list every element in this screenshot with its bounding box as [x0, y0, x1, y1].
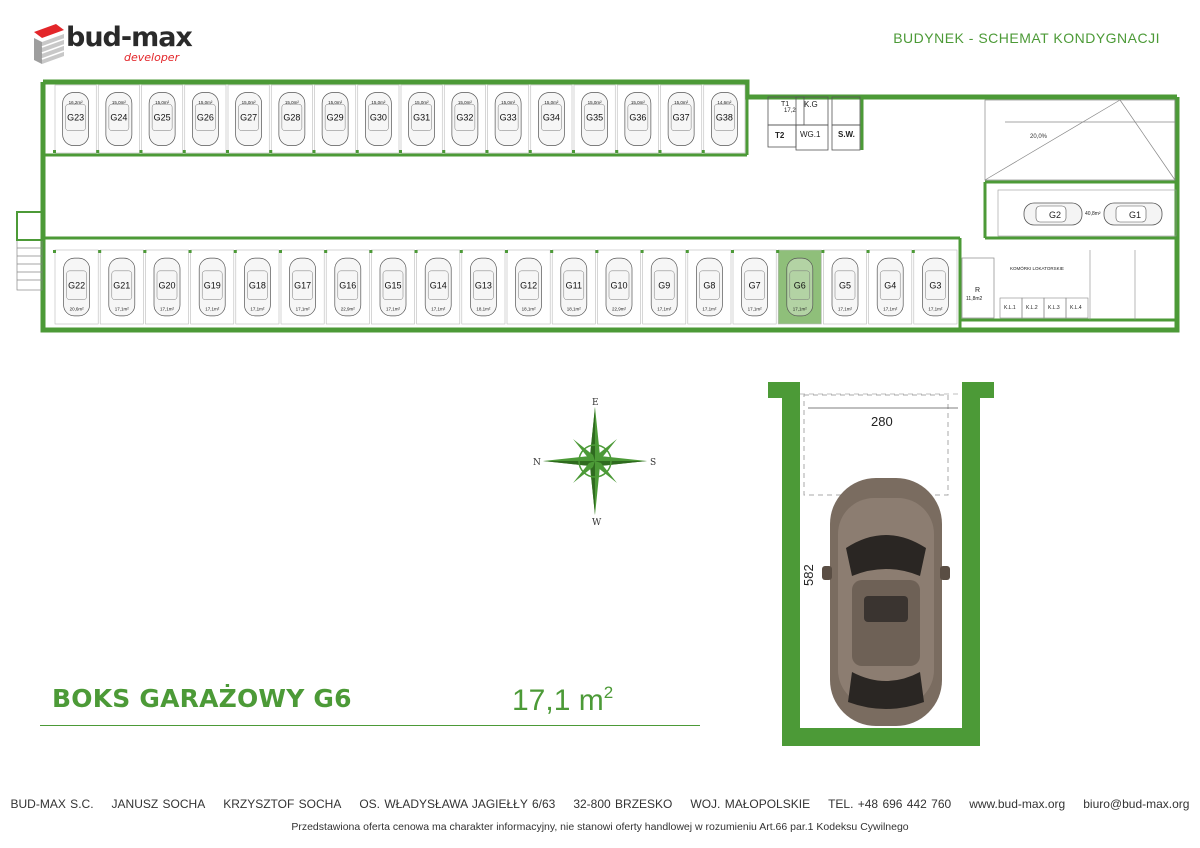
garage-label: G11 [565, 280, 582, 291]
pillar [234, 250, 237, 253]
garage-label: G33 [499, 112, 517, 123]
garage-area: 17,1m² [883, 306, 898, 312]
car-top-view-icon [822, 478, 950, 726]
garage-label: G15 [384, 280, 402, 291]
garage-label: G38 [715, 112, 733, 123]
pillar [140, 150, 143, 153]
garage-area: 17,1m² [702, 306, 717, 312]
garage-label: G34 [542, 112, 560, 123]
garage-box-g22[interactable] [53, 250, 98, 324]
double-garage [998, 190, 1176, 236]
room-kg-label: K.G [804, 100, 818, 109]
garage-box-g9[interactable] [641, 250, 686, 324]
pillar [641, 250, 644, 253]
compass-s: S [650, 458, 657, 468]
storage-k1-label: K.L.1 [1004, 305, 1016, 311]
room-r-area: 11,8m2 [966, 296, 983, 302]
pillar [731, 250, 734, 253]
pillar [529, 150, 532, 153]
garage-label: G25 [153, 112, 171, 123]
garage-area: 15,0m² [674, 100, 689, 106]
garage-label: G24 [110, 112, 128, 123]
garage-label: G8 [703, 280, 716, 291]
garage-title: BOKS GARAŻOWY G6 [52, 684, 352, 713]
garage-box-g5[interactable] [821, 250, 866, 324]
footer-disclaimer: Przedstawiona oferta cenowa ma charakter informacyjny, nie stanowi oferty handlowej w rozumieniu Art.66 par.1 Kodeksu Cywilnego [291, 821, 909, 833]
garage-box-g19[interactable] [189, 250, 234, 324]
garage-box-g8[interactable] [686, 250, 731, 324]
storage-k3-label: K.L.3 [1048, 305, 1060, 311]
garage-area: 15,0m² [501, 100, 516, 106]
garage-label: G26 [196, 112, 214, 123]
garage-label: G37 [672, 112, 690, 123]
garage-label: G16 [339, 280, 357, 291]
garage-label: G7 [748, 280, 761, 291]
garage-area: 17,1m² [747, 306, 762, 312]
garage-box-g3[interactable] [912, 250, 957, 324]
pillar [399, 150, 402, 153]
garage-g2-label: G2 [1049, 210, 1062, 220]
pillar [615, 150, 618, 153]
garage-label: G28 [283, 112, 301, 123]
garage-box-g7[interactable] [731, 250, 776, 324]
garage-box-g26[interactable] [183, 85, 226, 153]
garage-area: 15,0m² [371, 100, 386, 106]
pillar [226, 150, 229, 153]
pillar [442, 150, 445, 153]
garage-area: 20,6m² [69, 306, 84, 312]
brand-name: bud-max [66, 22, 192, 53]
garage-box-g14[interactable] [415, 250, 460, 324]
garage-label: G10 [610, 280, 628, 291]
compass-rose [533, 398, 656, 528]
room-sw-label: S.W. [838, 130, 855, 139]
room-t2-label: T2 [775, 131, 785, 140]
room-t1-area: 17,2 [784, 108, 796, 114]
garage-area: 16,2m² [68, 100, 83, 106]
garage-label: G9 [658, 280, 671, 291]
footer-email-link[interactable]: biuro@bud-max.org [1083, 797, 1190, 811]
footer-person1: JANUSZ SOCHA [111, 797, 206, 811]
garage-box-g37[interactable] [659, 85, 702, 153]
garage-label: G14 [429, 280, 447, 291]
garage-area: 17,1m² [928, 306, 943, 312]
footer-company: BUD-MAX S.C. [10, 797, 94, 811]
garage-label: G29 [326, 112, 344, 123]
garage-label: G20 [158, 280, 176, 291]
compass-e: E [592, 398, 599, 408]
garage-label: G21 [113, 280, 131, 291]
pillar [53, 150, 56, 153]
bottom-row-garages [53, 250, 957, 324]
garage-area: 15,0m² [198, 100, 213, 106]
storage-rooms [962, 250, 1135, 320]
pillar [821, 250, 824, 253]
garage-label: G13 [474, 280, 492, 291]
garage-box-g16[interactable] [324, 250, 369, 324]
garage-box-g24[interactable] [96, 85, 139, 153]
garage-box-g27[interactable] [226, 85, 269, 153]
pillar [369, 250, 372, 253]
compass-icon [543, 407, 647, 515]
storage-k2-label: K.L.2 [1026, 305, 1038, 311]
footer-phone: TEL. +48 696 442 760 [828, 797, 952, 811]
garage-area: 22,9m² [611, 306, 627, 312]
pillar [550, 250, 553, 253]
pillar [143, 250, 146, 253]
garage-label: G17 [294, 280, 312, 291]
footer-person2: KRZYSZTOF SOCHA [223, 797, 342, 811]
garage-label: G5 [838, 280, 852, 291]
pillar [96, 150, 99, 153]
garage-area [512, 684, 613, 718]
garage-box-g13[interactable] [460, 250, 505, 324]
pillar [183, 150, 186, 153]
garage-area-value: 17,1 m [512, 684, 604, 717]
garage-box-g10[interactable] [595, 250, 640, 324]
garage-label: G4 [884, 280, 897, 291]
garage-area: 15,0m² [155, 100, 170, 106]
footer-contact [0, 797, 1200, 811]
garage-box-g11[interactable] [550, 250, 595, 324]
pillar [189, 250, 192, 253]
footer-city: 32-800 BRZESKO [573, 797, 673, 811]
pillar [53, 250, 56, 253]
garage-box-detail [768, 382, 994, 746]
pillar [486, 150, 489, 153]
box-length-label: 582 [801, 564, 816, 586]
garage-label: G30 [369, 112, 387, 123]
garage-box-g29[interactable] [313, 85, 356, 153]
garage-area: 14,6m² [717, 100, 732, 106]
garage-area: 15,0m² [544, 100, 559, 106]
garage-label: G36 [629, 112, 647, 123]
garage-area: 15,0m² [241, 100, 256, 106]
garage-area: 18,1m² [476, 306, 491, 312]
garage-label: G18 [248, 280, 266, 291]
top-row-garages [53, 85, 745, 153]
pillar [702, 150, 705, 153]
pillar [313, 150, 316, 153]
garage-box-g17[interactable] [279, 250, 324, 324]
garage-label: G19 [203, 280, 221, 291]
garage-box-g25[interactable] [140, 85, 183, 153]
garage-area: 15,0m² [587, 100, 602, 106]
garage-label: G27 [240, 112, 258, 123]
garage-area: 15,0m² [284, 100, 299, 106]
garage-area: 15,0m² [111, 100, 126, 106]
page-header-title: BUDYNEK - SCHEMAT KONDYGNACJI [893, 30, 1160, 46]
garage-g1-label: G1 [1129, 210, 1142, 220]
garage-box-g30[interactable] [356, 85, 399, 153]
garage-box-g33[interactable] [486, 85, 529, 153]
garage-area-exponent: 2 [603, 683, 614, 702]
pillar [460, 250, 463, 253]
footer-web-link[interactable]: www.bud-max.org [969, 797, 1066, 811]
pillar [324, 250, 327, 253]
box-width-label: 280 [871, 414, 893, 429]
pillar [269, 150, 272, 153]
garage-label: G35 [586, 112, 604, 123]
left-stairs [17, 212, 43, 290]
footer-region: WOJ. MAŁOPOLSKIE [690, 797, 811, 811]
garage-label: G32 [456, 112, 474, 123]
garage-box-g35[interactable] [572, 85, 615, 153]
garage-box-g6[interactable] [776, 250, 821, 324]
compass-n: N [533, 458, 541, 468]
footer-street: OS. WŁADYSŁAWA JAGIEŁŁY 6/63 [359, 797, 556, 811]
room-t1-label: T1 [781, 101, 790, 108]
garage-box-g12[interactable] [505, 250, 550, 324]
garage-area: 17,1m² [250, 306, 265, 312]
pillar [415, 250, 418, 253]
garage-box-g36[interactable] [615, 85, 658, 153]
garage-label: G3 [929, 280, 942, 291]
title-underline [40, 725, 700, 726]
garage-box-g28[interactable] [269, 85, 312, 153]
garage-label: G6 [793, 280, 806, 291]
pillar [572, 150, 575, 153]
brand-subtitle: developer [124, 51, 180, 64]
room-wg-label: WG.1 [800, 130, 821, 139]
garage-area: 15,0m² [630, 100, 645, 106]
garage-area: 15,0m² [457, 100, 472, 106]
pillar [279, 250, 282, 253]
pillar [686, 250, 689, 253]
pillar [912, 250, 915, 253]
garage-area: 17,1m² [385, 306, 401, 312]
garage-area: 17,1m² [159, 306, 175, 312]
garage-box-g18[interactable] [234, 250, 279, 324]
storage-header: KOMÓRKI LOKATORSKIE [1010, 266, 1064, 271]
storage-k4-label: K.L.4 [1070, 305, 1082, 311]
garage-label: G12 [520, 280, 538, 291]
garage-box-g20[interactable] [143, 250, 188, 324]
garage-box-g4[interactable] [867, 250, 912, 324]
garage-area: 15,0m² [328, 100, 343, 106]
pillar [505, 250, 508, 253]
garage-area: 18,1m² [521, 306, 536, 312]
garage-box-g23[interactable] [53, 85, 96, 153]
garage-box-g31[interactable] [399, 85, 442, 153]
pillar [595, 250, 598, 253]
garage-area: 17,1m² [205, 306, 220, 312]
garage-box-g32[interactable] [442, 85, 485, 153]
pillar [356, 150, 359, 153]
pillar [659, 150, 662, 153]
garage-area: 17,1m² [295, 306, 310, 312]
garage-box-g21[interactable] [98, 250, 143, 324]
garage-area: 17,1m² [114, 306, 129, 312]
garage-area: 17,1m² [837, 306, 853, 312]
garage-area: 22,9m² [340, 306, 355, 312]
garage-area: 17,1m² [792, 306, 807, 312]
garage-area: 17,1m² [657, 306, 672, 312]
garage-box-g15[interactable] [369, 250, 414, 324]
garage-box-g34[interactable] [529, 85, 572, 153]
garage-area: 15,0m² [414, 100, 429, 106]
garage-label: G22 [68, 280, 86, 291]
ramp [985, 100, 1175, 180]
garage-label: G23 [67, 112, 85, 123]
pillar [776, 250, 779, 253]
garage-area: 18,1m² [566, 306, 581, 312]
garage-label: G31 [413, 112, 431, 123]
pillar [98, 250, 101, 253]
garage-area: 17,1m² [431, 306, 446, 312]
garage-box-g38[interactable] [702, 85, 745, 153]
double-garage-area: 40,8m² [1085, 211, 1101, 217]
pillar [867, 250, 870, 253]
ramp-slope: 20,0% [1030, 134, 1048, 140]
technical-rooms [768, 97, 860, 150]
compass-w: W [592, 518, 602, 528]
room-r-label: R [975, 287, 981, 294]
